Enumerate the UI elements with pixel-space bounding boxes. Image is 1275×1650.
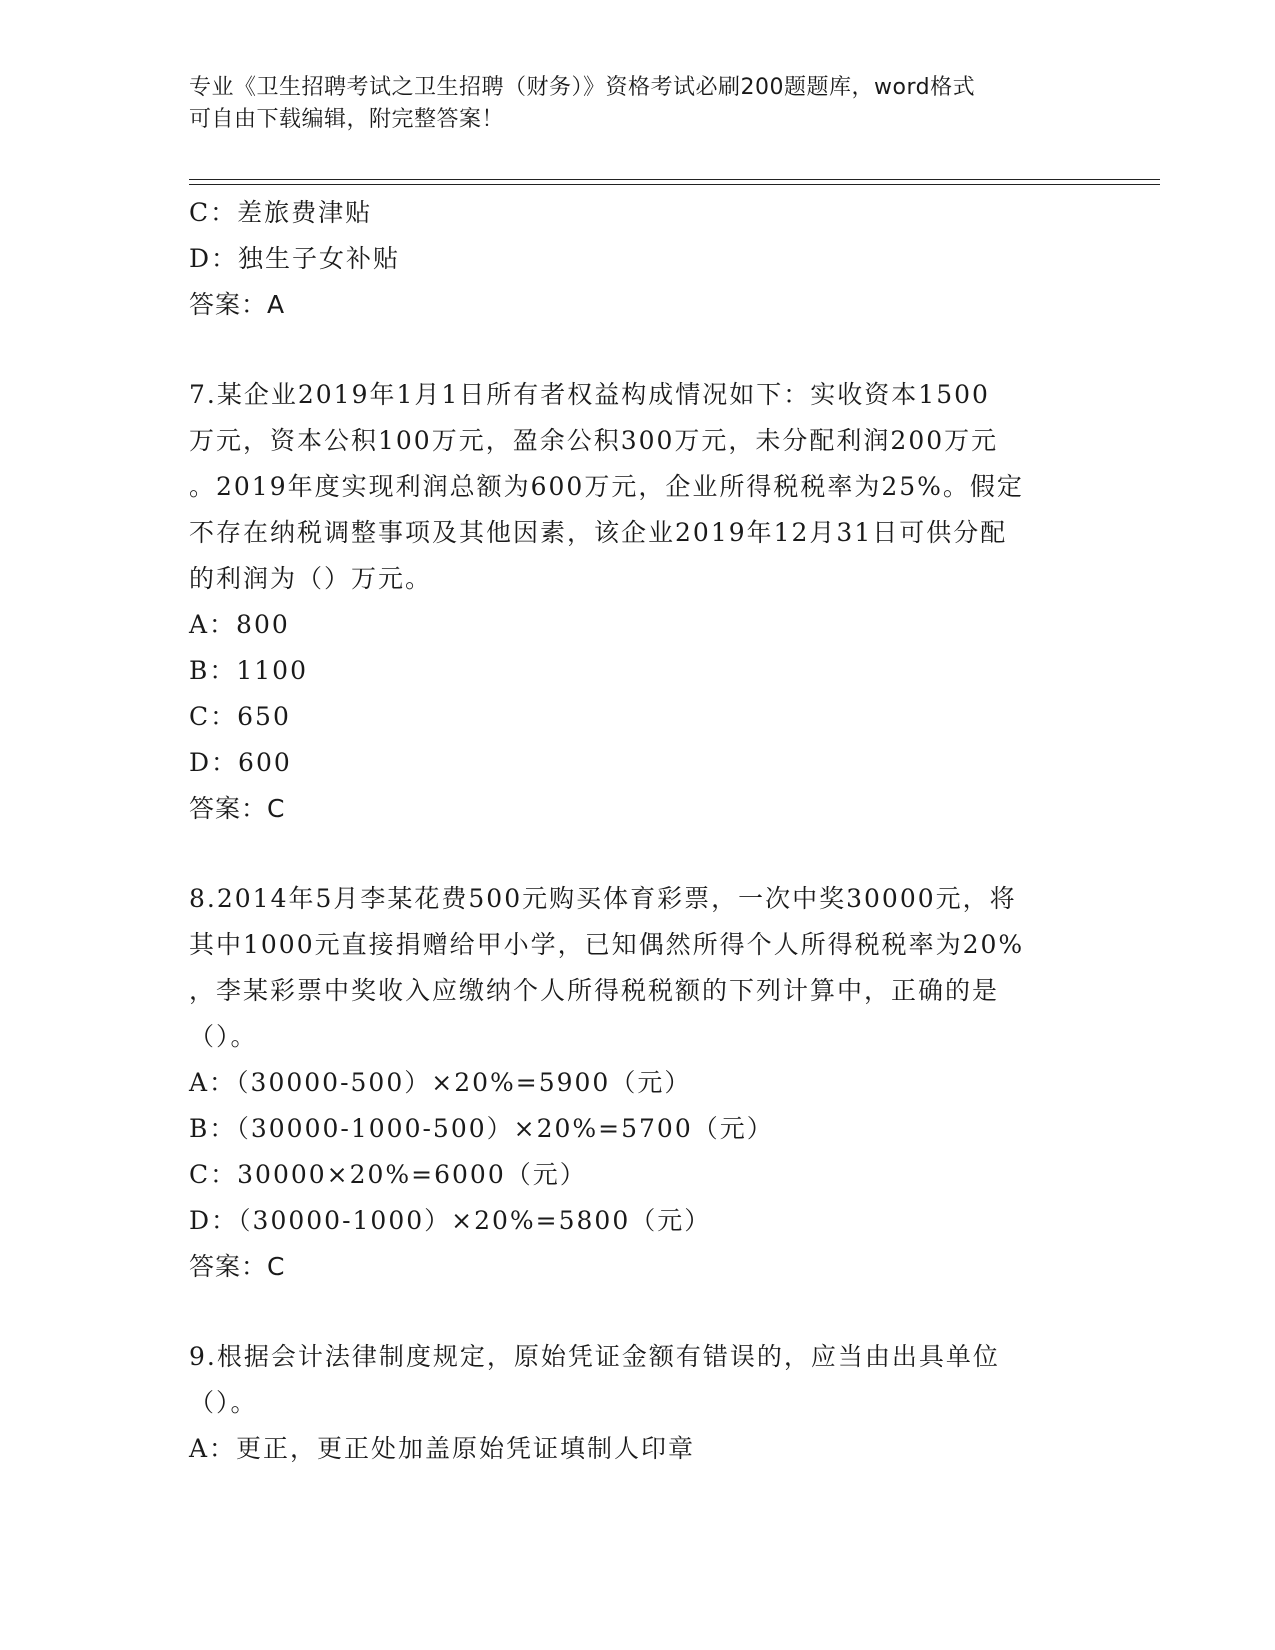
question-7 bbox=[189, 372, 1089, 832]
document-body bbox=[189, 190, 1089, 1472]
question-9 bbox=[189, 1334, 1089, 1472]
option-d: D：600 bbox=[189, 748, 292, 777]
header-title-line-2: 可自由下载编辑，附完整答案！ bbox=[189, 107, 505, 132]
question-text-line: ，李某彩票中奖收入应缴纳个人所得税税额的下列计算中，正确的是 bbox=[189, 976, 1000, 1005]
option-b: B：（30000-1000-500）×20%=5700（元） bbox=[189, 1114, 774, 1143]
header-title-line-1: 专业《卫生招聘考试之卫生招聘（财务）》资格考试必刷200题题库，word格式 bbox=[189, 75, 976, 100]
question-text-line: 7.某企业2019年1月1日所有者权益构成情况如下：实收资本1500 bbox=[189, 380, 990, 409]
question-text-line: 的利润为（）万元。 bbox=[189, 564, 433, 593]
answer-line: 答案：C bbox=[189, 794, 286, 823]
answer-line: 答案：C bbox=[189, 1252, 286, 1281]
question-text-line: 万元，资本公积100万元，盈余公积300万元，未分配利润200万元 bbox=[189, 426, 999, 455]
option-a: A：800 bbox=[189, 610, 290, 639]
spacer bbox=[189, 1290, 1089, 1334]
question-text-line: （）。 bbox=[189, 1388, 258, 1417]
option-b: B：1100 bbox=[189, 656, 308, 685]
spacer bbox=[189, 328, 1089, 372]
question-text-line: 9.根据会计法律制度规定，原始凭证金额有错误的，应当由出具单位 bbox=[189, 1342, 1000, 1371]
question-8 bbox=[189, 876, 1089, 1290]
option-d: D：（30000-1000）×20%=5800（元） bbox=[189, 1206, 712, 1235]
question-text-line: 其中1000元直接捐赠给甲小学，已知偶然所得个人所得税税率为20% bbox=[189, 930, 1025, 959]
document-header bbox=[189, 72, 1069, 136]
option-c: C：650 bbox=[189, 702, 291, 731]
option-d: D：独生子女补贴 bbox=[189, 244, 401, 273]
answer-line: 答案：A bbox=[189, 290, 286, 319]
question-text-line: 8.2014年5月李某花费500元购买体育彩票，一次中奖30000元，将 bbox=[189, 884, 1017, 913]
previous-question-tail bbox=[189, 190, 1089, 328]
question-text-line: 不存在纳税调整事项及其他因素，该企业2019年12月31日可供分配 bbox=[189, 518, 1008, 547]
spacer bbox=[189, 832, 1089, 876]
option-a: A：更正，更正处加盖原始凭证填制人印章 bbox=[189, 1434, 696, 1463]
header-divider-bottom bbox=[189, 184, 1160, 185]
question-text-line: 。2019年度实现利润总额为600万元，企业所得税税率为25%。假定 bbox=[189, 472, 1024, 501]
question-text-line: （）。 bbox=[189, 1022, 258, 1051]
header-divider-top bbox=[189, 179, 1160, 180]
option-a: A：（30000-500）×20%=5900（元） bbox=[189, 1068, 692, 1097]
option-c: C：30000×20%=6000（元） bbox=[189, 1160, 587, 1189]
option-c: C：差旅费津贴 bbox=[189, 198, 373, 227]
